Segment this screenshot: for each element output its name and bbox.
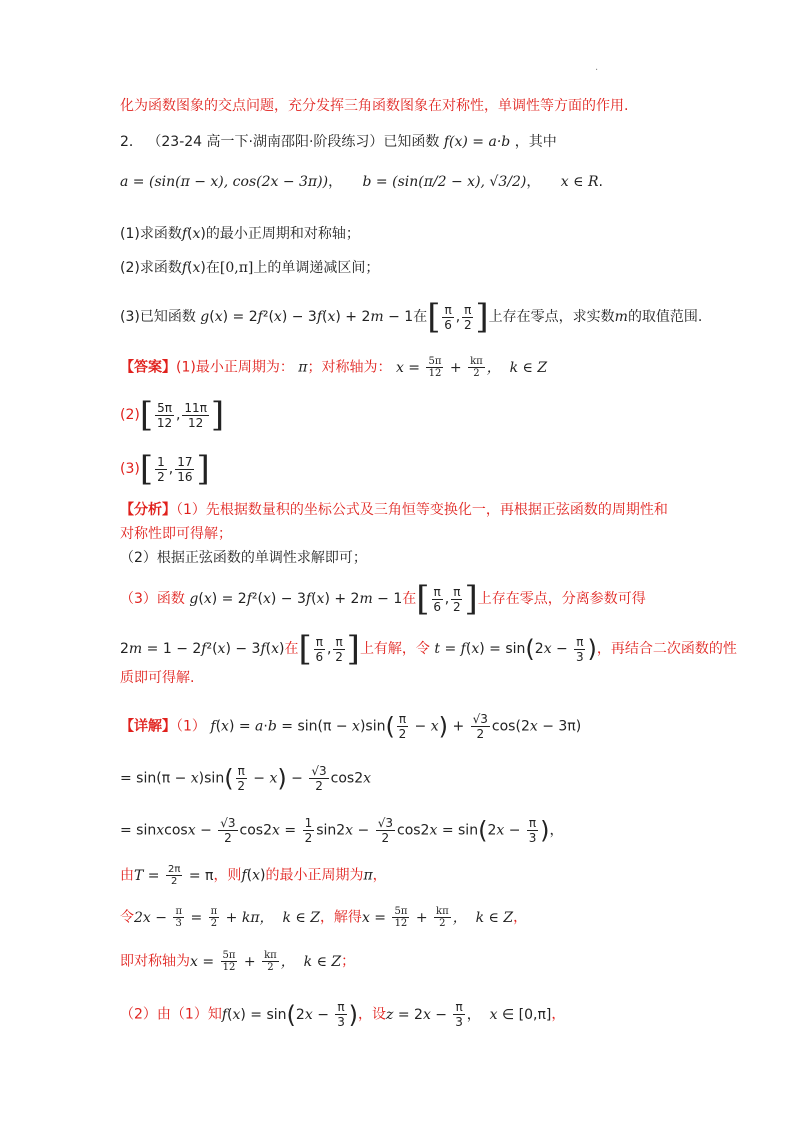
detail-2: = sin(π − x)sin( $\frac{\pi}{2}$ − x) − $\frac{√3}{2}$ cos2x — [120, 764, 372, 793]
analysis-3c: 质即可得解. — [120, 670, 195, 686]
detail-symmetry: 令2x − $\frac{\pi}{3}$ = $\frac{\pi}{2}$ + kπ， k ∈ Z，解得x = $\frac{5\pi}{12}$ + $\frac{k\pi}{2}$ ， k ∈ Z， — [120, 906, 528, 929]
intro-text: 化为函数图象的交点问题，充分发挥三角函数图象在对称性，单调性等方面的作用. — [120, 98, 629, 114]
answer-2: (2)[ $\frac{5\pi}{12}$ , $\frac{11\pi}{12}$ ] — [120, 395, 225, 435]
problem-function-def: f(x) = a·b — [443, 134, 511, 150]
question-1: (1)求函数f(x)的最小正周期和对称轴； — [120, 226, 360, 242]
domain: x ∈ R — [560, 174, 599, 190]
detail-period: 由T = $\frac{2\pi}{2}$ = π，则f(x)的最小正周期为π， — [120, 864, 387, 887]
answer-1: 【答案】(1)最小正周期为： π；对称轴为： x = $\frac{5\pi}{12}$ + $\frac{k\pi}{2}$ ， k ∈ Z — [120, 356, 548, 379]
vector-a: a = (sin(π − x), cos(2x − 3π)) — [120, 174, 329, 190]
document-page: . 化为函数图象的交点问题，充分发挥三角函数图象在对称性，单调性等方面的作用. 2． （23-24 高一下·湖南邵阳·阶段练习）已知函数 f(x) = a·b ，其中 a = (sin(π − x), cos(2x − 3π))， b = (sin(π/2 − x), √3/2)， x ∈ R. (1)求函数f(x)的最小正周期和对称轴； (2)求函数f(x)在[0,π]上的单调递减区间； (3)已知函数 g(x) = 2f²(x) − 3f(x) + 2m − 1在[ $\frac{\pi}{6}$ , $\frac{\pi}{2}$ ]上存在零点，求实数m的取值范围. 【答案】(1)最小正周期为： π；对称轴为： x = $\frac{5\pi}{12}$ + $\frac{k\pi}{2}$ ， k ∈ Z (2)[ $\frac{5\pi}{12}$ , $\frac{11\pi}{12}$ ] (3)[ $\frac{1}{2}$ , $\frac{17}{16}$ ] 【分析】（1）先根据数量积的坐标公式及三角恒等变换化一，再根据正弦函数的周期性和 对称性即可得解； （2）根据正弦函数的单调性求解即可； （3）函数 g(x) = 2f²(x) − 3f(x) + 2m − 1在[ $\frac{\pi}{6}$ , $\frac{\pi}{2}$ ]上存在零点，分离参数可得 2m = 1 − 2f²(x) − 3f(x)在[ $\frac{\pi}{6}$ , $\frac{\pi}{2}$ ]上有解，令 t = f(x) = sin(2x − $\frac{\pi}{3}$ )，再结合二次函数的性 质即可得解. 【详解】（1） f(x) = a·b = sin(π − x)sin( $\frac{\pi}{2}$ − x) + $\frac{√3}{2}$ cos(2x − 3π) = sin(π − x)sin( $\frac{\pi}{2}$ − x) − $\frac{√3}{2}$ cos2x = sinxcosx − $\frac{√3}{2}$ cos2x = $\frac{1}{2}$ sin2x − $\frac{√3}{2}$ cos2x = sin(2x − $\frac{\pi}{3}$ )， 由T = $\frac{2\pi}{2}$ = π，则f(x)的最小正周期为π， 令2x − $\frac{\pi}{3}$ = $\frac{\pi}{2}$ + kπ， k ∈ Z，解得x = $\frac{5\pi}{12}$ + $\frac{k\pi}{2}$ ， k ∈ Z， 即对称轴为x = $\frac{5\pi}{12}$ + $\frac{k\pi}{2}$ ， k ∈ Z； （2）由（1）知f(x) = sin(2x − $\frac{\pi}{3}$ )，设z = 2x − $\frac{\pi}{3}$ ， x ∈ [0,π]， — [0, 0, 800, 1132]
answer-3: (3)[ $\frac{1}{2}$ , $\frac{17}{16}$ ] — [120, 449, 210, 489]
question-2: (2)求函数f(x)在[0,π]上的单调递减区间； — [120, 260, 380, 276]
problem-number: 2． — [120, 134, 143, 150]
problem-source: （23-24 高一下·湖南邵阳·阶段练习）已知函数 — [147, 134, 440, 150]
problem-suffix: ，其中 — [514, 134, 557, 150]
detail-1: 【详解】（1） f(x) = a·b = sin(π − x)sin( $\frac{\pi}{2}$ − x) + $\frac{√3}{2}$ cos(2x − 3π) — [120, 712, 582, 741]
answer-label: 【答案】 — [120, 359, 176, 376]
analysis-3b: 2m = 1 − 2f²(x) − 3f(x)在[ $\frac{\pi}{6}$ , $\frac{\pi}{2}$ ]上有解，令 t = f(x) = sin(2x − $\frac{\pi}{3}$ )，再结合二次函数的性 — [120, 629, 737, 669]
question-3: (3)已知函数 g(x) = 2f²(x) − 3f(x) + 2m − 1在[ $\frac{\pi}{6}$ , $\frac{\pi}{2}$ ]上存在零点，求实数m的取值范围. — [120, 297, 703, 337]
analysis-3: （3）函数 g(x) = 2f²(x) − 3f(x) + 2m − 1在[ $\frac{\pi}{6}$ , $\frac{\pi}{2}$ ]上存在零点，分离参数可得 — [120, 579, 646, 619]
detail-label: 【详解】 — [120, 718, 176, 735]
detail-3: = sinxcosx − $\frac{√3}{2}$ cos2x = $\frac{1}{2}$ sin2x − $\frac{√3}{2}$ cos2x = sin(2x − $\frac{\pi}{3}$ )， — [120, 816, 564, 845]
detail-symmetry-final: 即对称轴为x = $\frac{5\pi}{12}$ + $\frac{k\pi}{2}$ ， k ∈ Z； — [120, 950, 356, 973]
vector-b: b = (sin(π/2 − x), √3/2) — [362, 174, 527, 190]
vectors-line: a = (sin(π − x), cos(2x − 3π))， b = (sin(π/2 − x), √3/2)， x ∈ R. — [120, 174, 603, 190]
analysis-1: 【分析】（1）先根据数量积的坐标公式及三角恒等变换化一，再根据正弦函数的周期性和 — [120, 502, 668, 518]
analysis-2: （2）根据正弦函数的单调性求解即可； — [120, 550, 367, 566]
detail-part2: （2）由（1）知f(x) = sin(2x − $\frac{\pi}{3}$ )，设z = 2x − $\frac{\pi}{3}$ ， x ∈ [0,π]， — [120, 1000, 566, 1029]
analysis-1b: 对称性即可得解； — [120, 526, 232, 542]
analysis-label: 【分析】 — [120, 502, 176, 518]
problem-heading — [120, 132, 760, 152]
